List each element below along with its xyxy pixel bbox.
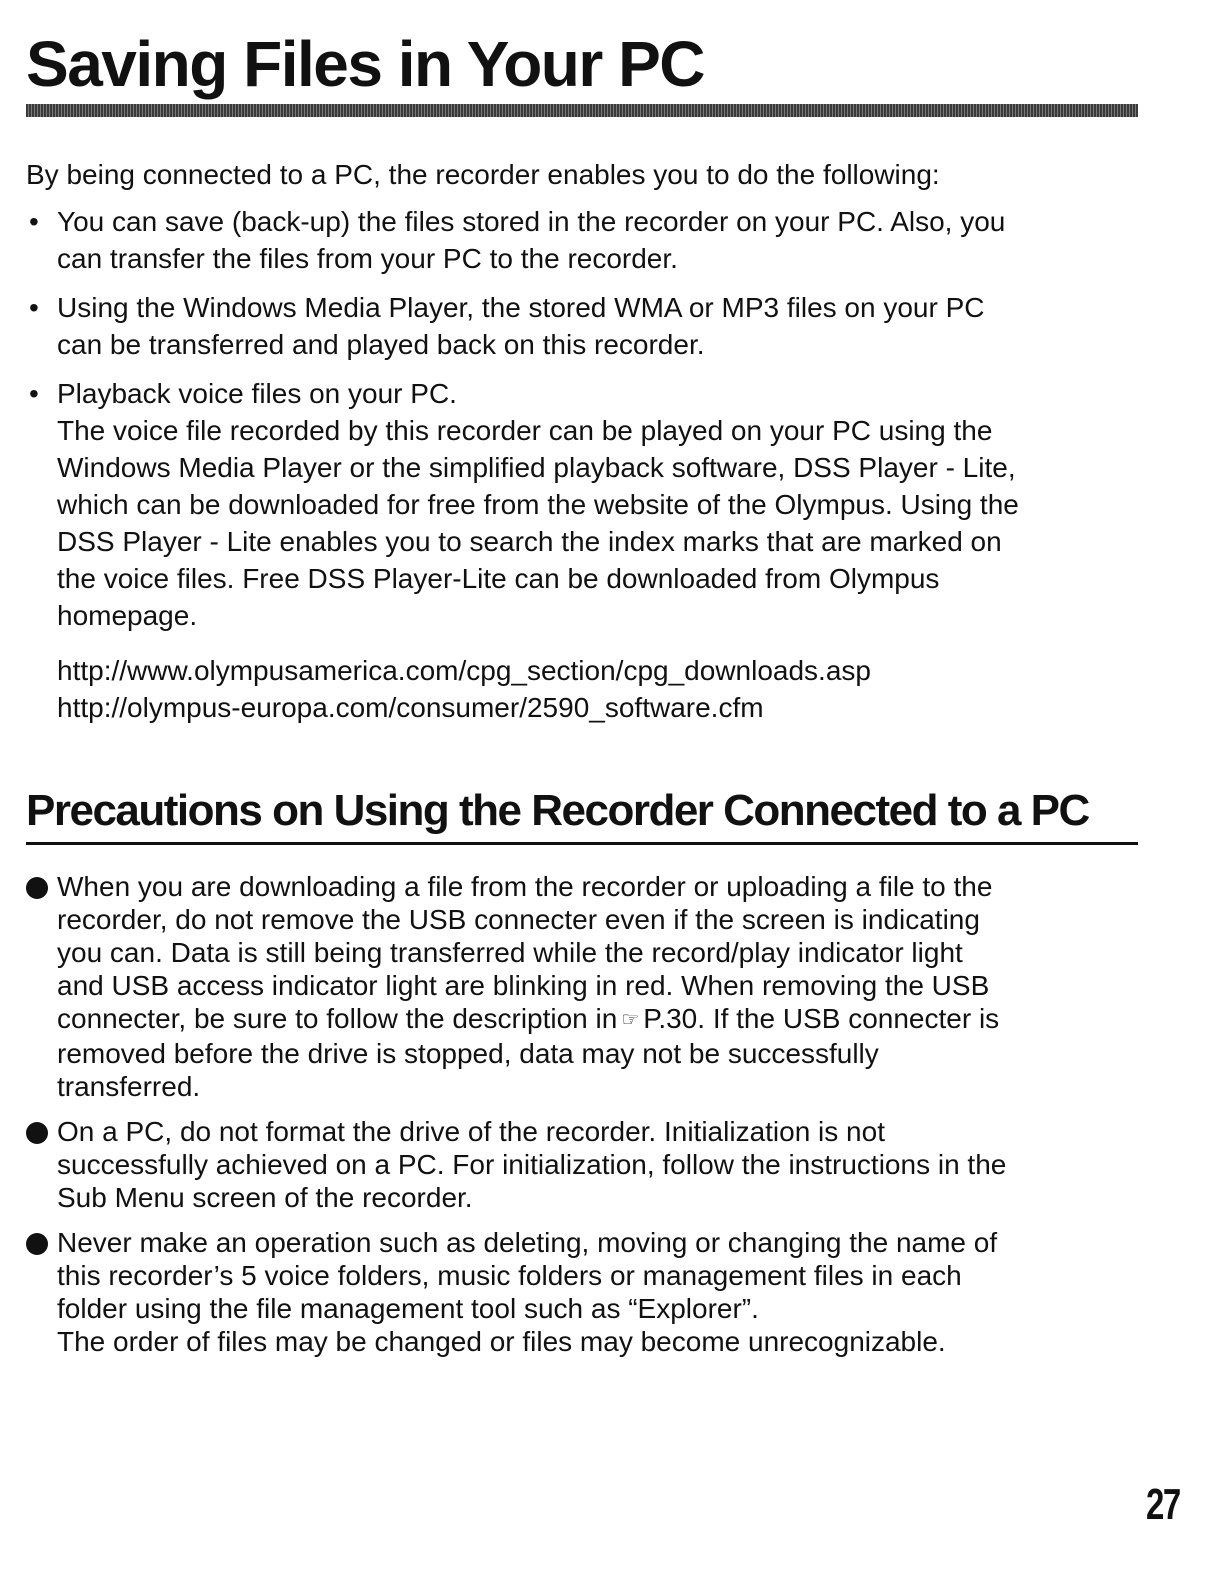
page-title: Saving Files in Your PC bbox=[26, 28, 704, 100]
bullet-line: can be transferred and played back on this recorder. bbox=[57, 329, 705, 360]
reference-text: connecter, be sure to follow the description in bbox=[57, 1003, 618, 1034]
precaution-line bbox=[57, 1002, 1006, 1037]
precaution-line: you can. Data is still being transferred while the record/play indicator light bbox=[57, 937, 963, 968]
list-item bbox=[26, 1226, 1006, 1358]
precaution-line: When you are downloading a file from the recorder or uploading a file to the bbox=[57, 871, 993, 902]
precautions-list bbox=[26, 870, 1006, 1370]
intro-paragraph: By being connected to a PC, the recorder enables you to do the following: bbox=[26, 159, 940, 190]
precaution-line: and USB access indicator light are blinking in red. When removing the USB bbox=[57, 970, 990, 1001]
page-number: 27 bbox=[1146, 1480, 1180, 1529]
title-underline-bar bbox=[26, 104, 1138, 117]
precaution-line: removed before the drive is stopped, data may not be successfully bbox=[57, 1038, 879, 1069]
list-item bbox=[26, 289, 1019, 363]
bullet-line: the voice files. Free DSS Player-Lite can be downloaded from Olympus bbox=[57, 563, 940, 594]
bullet-icon: • bbox=[29, 378, 39, 409]
bullet-line: DSS Player - Lite enables you to search the index marks that are marked on bbox=[57, 526, 1002, 557]
precaution-line: The order of files may be changed or files may become unrecognizable. bbox=[57, 1326, 946, 1357]
list-item bbox=[26, 1115, 1006, 1214]
section-underline bbox=[26, 842, 1138, 845]
bullet-line: Using the Windows Media Player, the stored WMA or MP3 files on your PC bbox=[57, 292, 985, 323]
precaution-line: Sub Menu screen of the recorder. bbox=[57, 1182, 473, 1213]
features-list bbox=[26, 203, 1019, 646]
bullet-line: You can save (back-up) the files stored in the recorder on your PC. Also, you bbox=[57, 206, 1006, 237]
bullet-dot-icon bbox=[26, 1233, 48, 1255]
bullet-line: Playback voice files on your PC. bbox=[57, 378, 457, 409]
bullet-icon: • bbox=[29, 292, 39, 323]
precaution-line: Never make an operation such as deleting, moving or changing the name of bbox=[57, 1227, 998, 1258]
bullet-dot-icon bbox=[26, 1122, 48, 1144]
bullet-line: which can be downloaded for free from the website of the Olympus. Using the bbox=[57, 489, 1019, 520]
reference-page: P.30. If the USB connecter is bbox=[643, 1003, 1000, 1034]
bullet-dot-icon bbox=[26, 877, 48, 899]
page-reference-icon: ☞ bbox=[621, 1009, 640, 1031]
list-item bbox=[26, 870, 1006, 1103]
precaution-line: transferred. bbox=[57, 1071, 201, 1102]
precaution-line: On a PC, do not format the drive of the recorder. Initialization is not bbox=[57, 1116, 885, 1147]
bullet-line: The voice file recorded by this recorder can be played on your PC using the bbox=[57, 415, 993, 446]
url-link-europe[interactable]: http://olympus-europa.com/consumer/2590_software.cfm bbox=[57, 692, 764, 723]
bullet-line: homepage. bbox=[57, 600, 198, 631]
bullet-line: Windows Media Player or the simplified playback software, DSS Player - Lite, bbox=[57, 452, 1016, 483]
download-urls bbox=[57, 652, 871, 726]
bullet-icon: • bbox=[29, 206, 39, 237]
precaution-line: this recorder’s 5 voice folders, music folders or management files in each bbox=[57, 1260, 962, 1291]
precaution-line: successfully achieved on a PC. For initialization, follow the instructions in the bbox=[57, 1149, 1007, 1180]
section-title: Precautions on Using the Recorder Connected to a PC bbox=[26, 786, 1089, 835]
list-item bbox=[26, 203, 1019, 277]
bullet-line: can transfer the files from your PC to the recorder. bbox=[57, 243, 678, 274]
precaution-line: folder using the file management tool such as “Explorer”. bbox=[57, 1293, 759, 1324]
precaution-line: recorder, do not remove the USB connecter even if the screen is indicating bbox=[57, 904, 980, 935]
list-item bbox=[26, 375, 1019, 634]
url-link-americas[interactable]: http://www.olympusamerica.com/cpg_section/cpg_downloads.asp bbox=[57, 655, 871, 686]
